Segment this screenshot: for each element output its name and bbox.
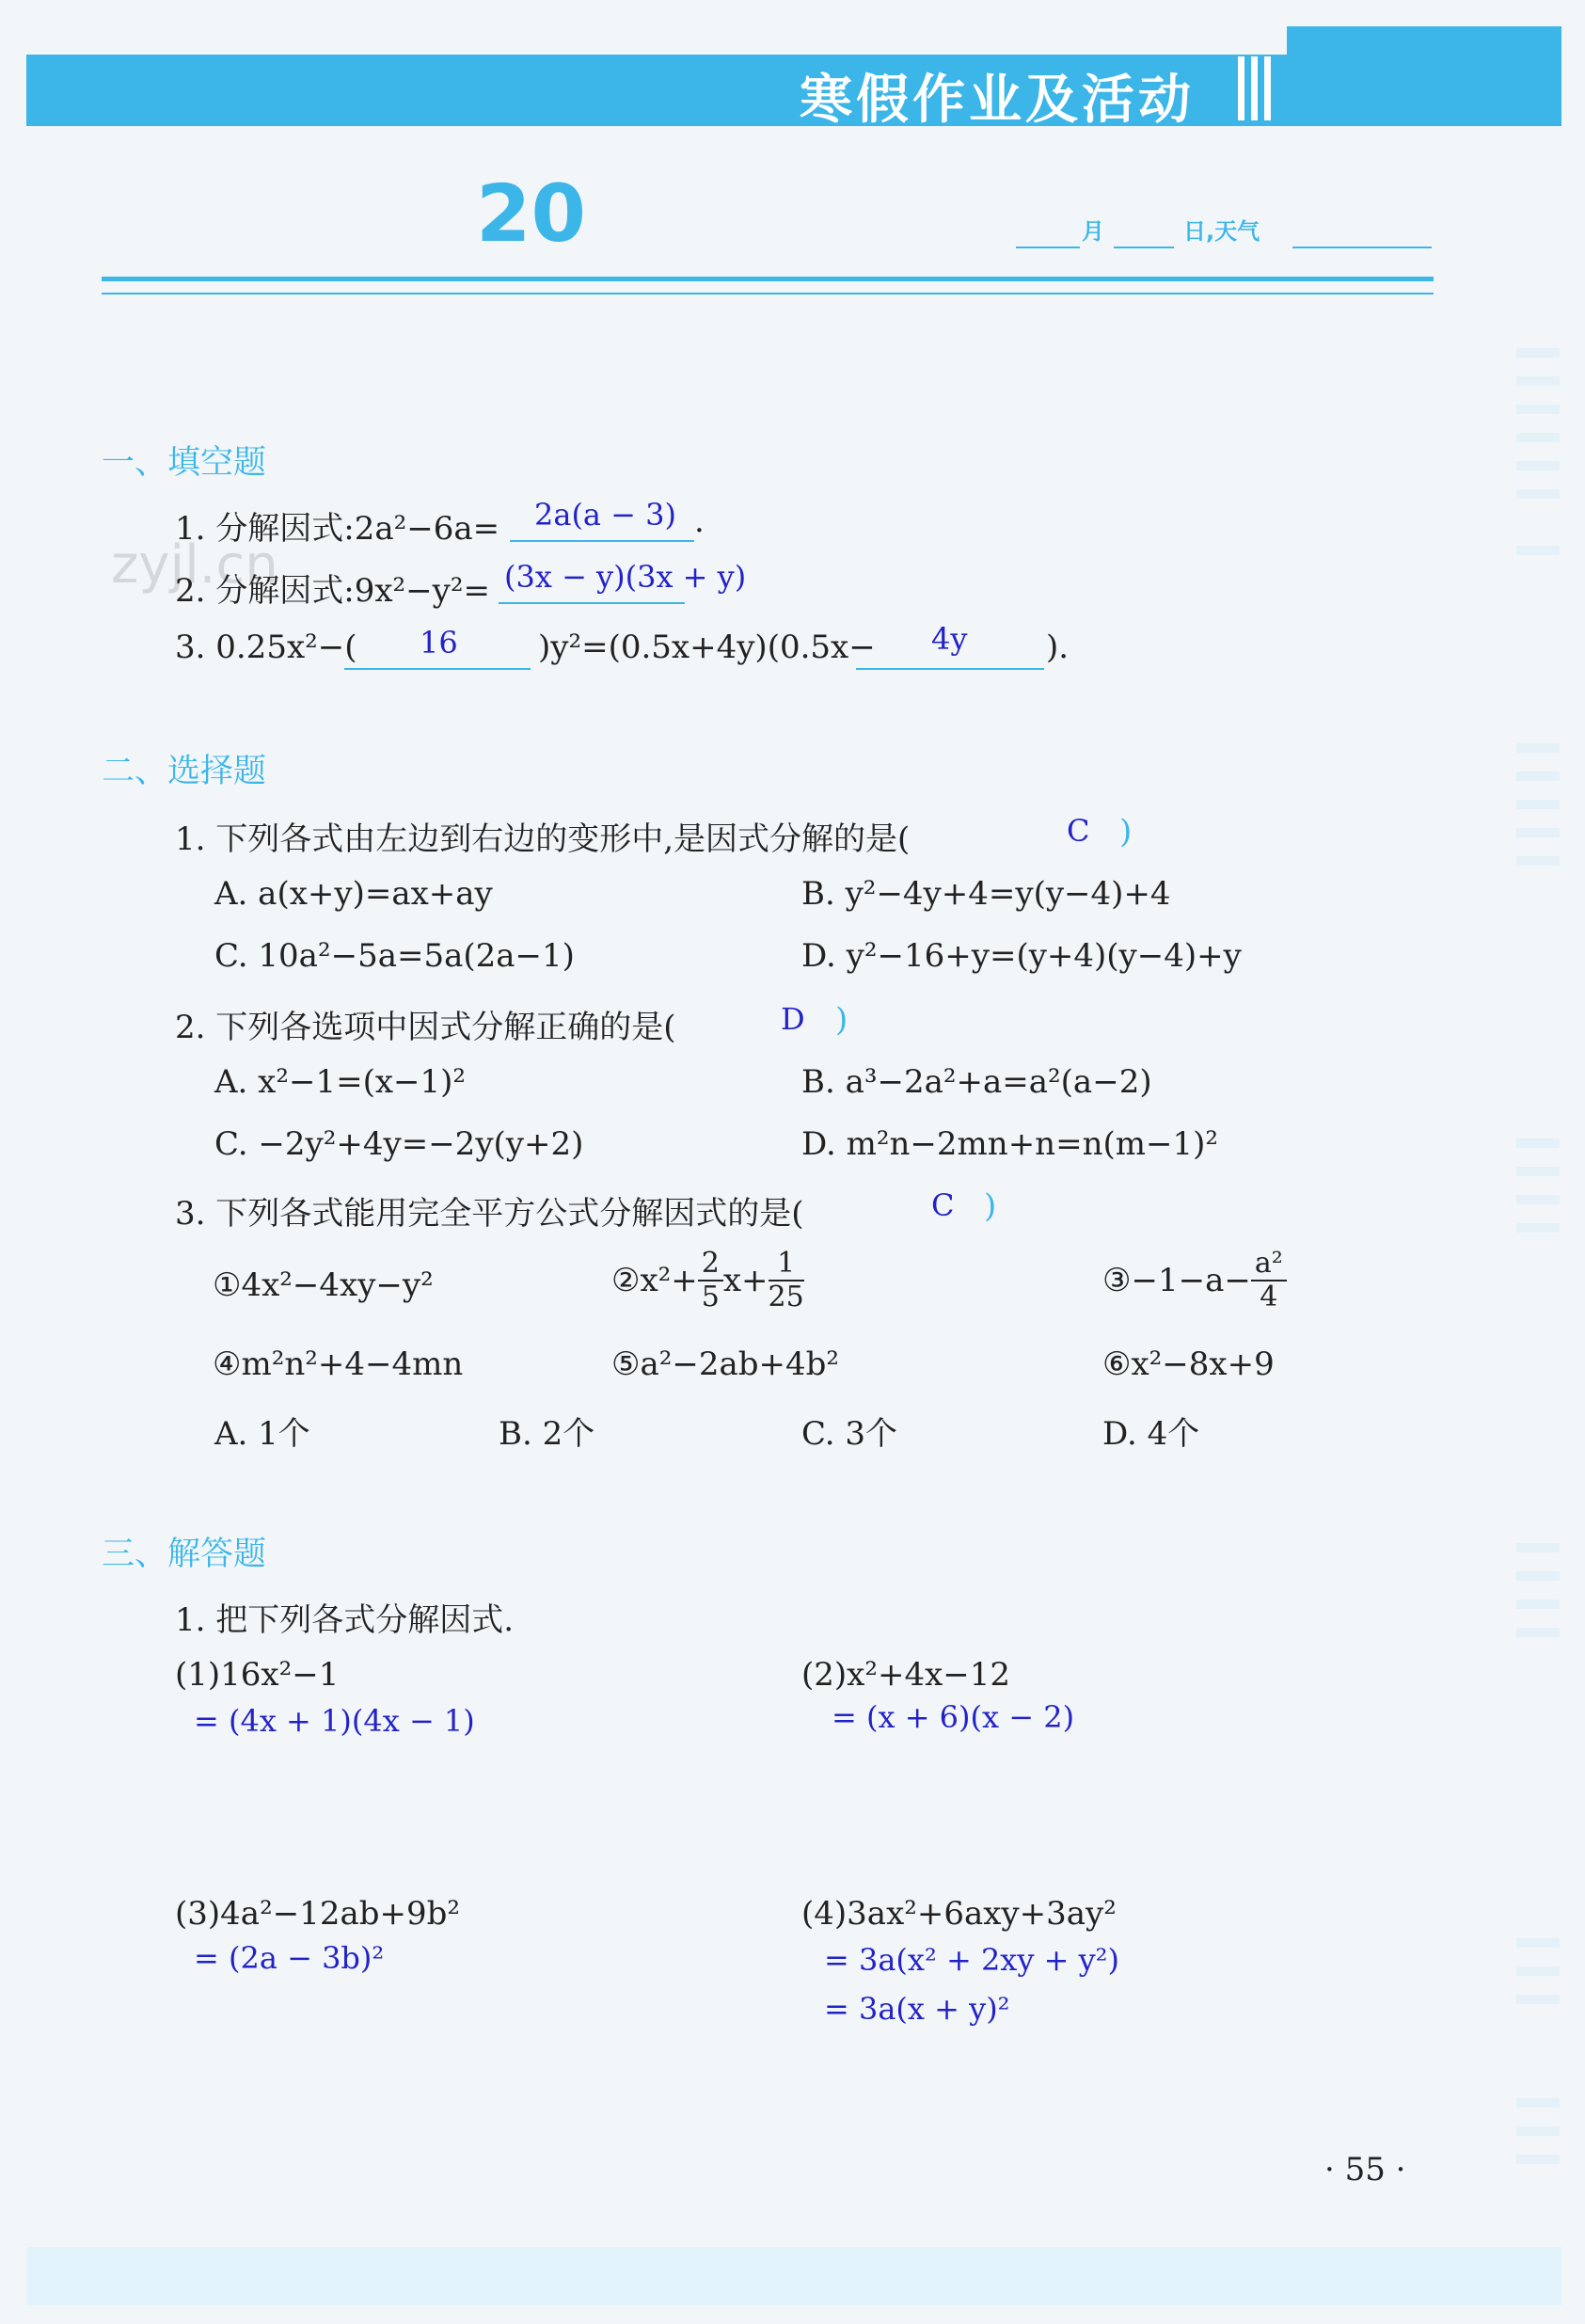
- banner-bar: [1264, 56, 1271, 120]
- edge-stripe: [1516, 405, 1560, 414]
- choice-q3-option-d: D. 4个: [1102, 1415, 1200, 1453]
- choice-q1-answer: C: [1067, 813, 1090, 849]
- choice-q3-item-1: ①4x²−4xy−y²: [213, 1266, 434, 1304]
- choice-q1-option-b: B. y²−4y+4=y(y−4)+4: [801, 875, 1171, 913]
- edge-stripe: [1516, 856, 1560, 866]
- answer-part-2-label: (2)x²+4x−12: [801, 1656, 1011, 1694]
- answer-part-1-step-1: = (4x + 1)(4x − 1): [194, 1703, 475, 1739]
- choice-q3-item-4: ④m²n²+4−4mn: [213, 1345, 464, 1383]
- choice-q3-option-c: C. 3个: [801, 1415, 898, 1453]
- edge-stripe: [1516, 1543, 1560, 1552]
- footer-band: [26, 2247, 1561, 2305]
- choice-q3-stem: 3. 下列各式能用完全平方公式分解因式的是(: [175, 1195, 804, 1233]
- choice-q2-option-a: A. x²−1=(x−1)²: [214, 1063, 467, 1101]
- fill-q1-tail: .: [694, 502, 705, 540]
- fill-q2: 2. 分解因式:9x²−y²=: [175, 572, 490, 610]
- edge-stripe: [1516, 2155, 1560, 2164]
- edge-stripe: [1516, 1628, 1560, 1637]
- fraction-numerator: a²: [1251, 1248, 1287, 1281]
- banner-bar: [1251, 56, 1258, 120]
- choice-q2-stem: 2. 下列各选项中因式分解正确的是(: [175, 1009, 676, 1046]
- edge-stripe: [1516, 2126, 1560, 2136]
- watermark: zyjl.cn: [111, 534, 278, 596]
- edge-stripe: [1516, 828, 1560, 837]
- edge-stripe: [1516, 1167, 1560, 1176]
- edge-stripe: [1516, 1571, 1560, 1581]
- fraction-numerator: 1: [769, 1248, 804, 1281]
- choice-q1-option-c: C. 10a²−5a=5a(2a−1): [214, 937, 575, 975]
- edge-stripe: [1516, 1223, 1560, 1233]
- choice-q1-option-d: D. y²−16+y=(y+4)(y−4)+y: [801, 937, 1242, 975]
- edge-stripe: [1516, 1995, 1560, 2004]
- choice-q3-item-3: [1102, 1248, 1287, 1313]
- edge-stripe: [1516, 1600, 1560, 1609]
- choice-q3-item-3-a: ③−1−a−: [1102, 1262, 1251, 1299]
- edge-stripe: [1516, 348, 1560, 358]
- fill-q3-c: ).: [1046, 629, 1070, 666]
- banner-title: 寒假作业及活动: [800, 70, 1195, 131]
- choice-q3-item-2-a: ②x²+: [611, 1262, 698, 1299]
- fill-q2-answer: (3x − y)(3x + y): [504, 559, 747, 595]
- choice-q3-item-2-b: x+: [722, 1262, 769, 1299]
- edge-stripe: [1516, 433, 1560, 442]
- day-blank: [1114, 198, 1174, 248]
- fraction-denominator: 5: [701, 1281, 720, 1313]
- fill-q1-answer: 2a(a − 3): [534, 497, 676, 533]
- weather-blank: [1292, 198, 1432, 248]
- choice-q2-option-b: B. a³−2a²+a=a²(a−2): [801, 1063, 1152, 1101]
- choice-q1-close: ): [1119, 813, 1133, 851]
- fraction: [698, 1248, 723, 1313]
- edge-stripe: [1516, 800, 1560, 809]
- edge-stripe: [1516, 461, 1560, 470]
- choice-q3-item-5: ⑤a²−2ab+4b²: [611, 1345, 840, 1383]
- fill-q3-b: )y²=(0.5x+4y)(0.5x−: [538, 629, 876, 666]
- section-answer-title: 三、解答题: [102, 1536, 267, 1573]
- edge-stripe: [1516, 546, 1560, 555]
- fraction: [769, 1248, 804, 1313]
- edge-stripe: [1516, 1938, 1560, 1948]
- fill-q3-answer-a: 16: [420, 625, 458, 661]
- choice-q3-answer: C: [931, 1187, 955, 1223]
- section-fill-title: 一、填空题: [102, 444, 267, 482]
- fill-q1: 1. 分解因式:2a²−6a=: [175, 510, 500, 548]
- day-weather-label: 日,天气: [1183, 218, 1260, 245]
- answer-part-3-step-1: = (2a − 3b)²: [194, 1940, 385, 1976]
- choice-q1-option-a: A. a(x+y)=ax+ay: [214, 875, 493, 913]
- answer-part-4-label: (4)3ax²+6axy+3ay²: [801, 1895, 1117, 1933]
- section-choice-title: 二、选择题: [102, 753, 267, 790]
- page-number: · 55 ·: [1324, 2151, 1406, 2189]
- fill-q3-answer-b: 4y: [931, 621, 968, 657]
- header-rule: [102, 277, 1434, 281]
- edge-stripe: [1516, 1138, 1560, 1148]
- fraction-denominator: 25: [768, 1281, 804, 1313]
- fraction-numerator: 2: [698, 1248, 723, 1281]
- choice-q3-item-2: [611, 1248, 804, 1313]
- header-banner-tab: [1287, 26, 1561, 126]
- choice-q2-close: ): [835, 1001, 848, 1039]
- answer-part-1-label: (1)16x²−1: [175, 1656, 340, 1694]
- fraction-denominator: 4: [1260, 1281, 1278, 1313]
- choice-q3-option-b: B. 2个: [499, 1415, 595, 1453]
- choice-q3-option-a: A. 1个: [214, 1415, 310, 1453]
- lesson-number: 20: [476, 167, 586, 260]
- choice-q1-stem: 1. 下列各式由左边到右边的变形中,是因式分解的是(: [175, 820, 911, 858]
- choice-q2-option-d: D. m²n−2mn+n=n(m−1)²: [801, 1125, 1218, 1163]
- month-blank: [1016, 198, 1080, 248]
- answer-part-3-label: (3)4a²−12ab+9b²: [175, 1895, 460, 1933]
- answer-part-2-step-1: = (x + 6)(x − 2): [832, 1699, 1075, 1735]
- banner-bar: [1238, 56, 1244, 120]
- choice-q2-option-c: C. −2y²+4y=−2y(y+2): [214, 1125, 584, 1163]
- answer-part-4-step-2: = 3a(x + y)²: [824, 1991, 1010, 2027]
- fraction: [1251, 1248, 1287, 1313]
- edge-stripe: [1516, 1966, 1560, 1976]
- header-rule-thin: [102, 293, 1434, 294]
- edge-stripe: [1516, 376, 1560, 386]
- edge-stripe: [1516, 2098, 1560, 2108]
- edge-stripe: [1516, 743, 1560, 753]
- edge-stripe: [1516, 772, 1560, 781]
- choice-q2-answer: D: [781, 1001, 805, 1037]
- choice-q3-item-6: ⑥x²−8x+9: [1102, 1345, 1275, 1383]
- edge-stripe: [1516, 1195, 1560, 1204]
- choice-q3-close: ): [984, 1187, 997, 1225]
- edge-stripe: [1516, 489, 1560, 499]
- month-label: 月: [1082, 218, 1104, 245]
- fill-q3-a: 3. 0.25x²−(: [175, 629, 357, 666]
- answer-part-4-step-1: = 3a(x² + 2xy + y²): [824, 1942, 1119, 1978]
- answer-q1-stem: 1. 把下列各式分解因式.: [175, 1601, 515, 1639]
